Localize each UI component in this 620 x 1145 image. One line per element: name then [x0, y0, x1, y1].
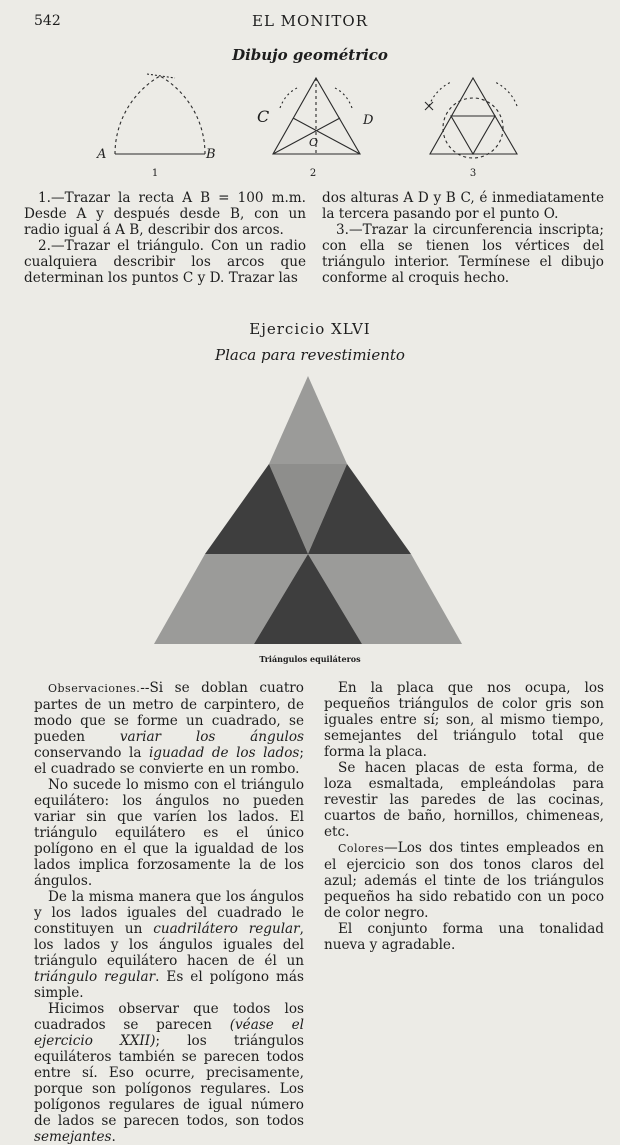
plate-top-light — [269, 376, 347, 464]
figure-caption-2: 2 — [309, 168, 317, 179]
paragraph: 1.—Trazar la recta A B = 100 m.m. Desde A y después desde B, con un radio igual á A B, describir dos arcos. — [24, 190, 306, 238]
label-a: A — [97, 147, 107, 162]
arc-from-b — [160, 76, 205, 154]
arc-mark — [147, 74, 175, 78]
inner-triangle — [451, 116, 495, 154]
paragraph: Se hacen placas de esta forma, de loza esmaltada, empleándolas para revestir las paredes de las cocinas, cuartos de baño, hornillos, chimeneas, etc. — [324, 760, 604, 840]
arc-from-a — [115, 76, 160, 154]
plate-title: Placa para revestimiento — [215, 346, 405, 364]
instructions-right-column — [322, 190, 604, 286]
arc-c — [280, 88, 297, 108]
colors-label: Colores — [338, 842, 385, 855]
paragraph: Hicimos observar que todos los cuadrados se parecen (véase el ejercicio XXII); los triángulos equiláteros también se parecen todos entre sí. Eso ocurre, precisamente, porque son polígonos regulares. Los polígonos regulares de igual número de lados se parecen todos, son todos semejantes. — [34, 1001, 304, 1145]
arc-right-3 — [495, 82, 517, 106]
exercise-title: Ejercicio XLVI — [249, 320, 371, 338]
construction-figures — [85, 66, 535, 184]
label-c: C — [257, 107, 270, 126]
inscribed-circle — [443, 98, 503, 158]
paragraph: No sucede lo mismo con el triángulo equilátero: los ángulos no pueden variar sin que varíen los lados. El triángulo equilátero es el único polígono en el que la igualdad de los lados implica forzosamente la de los ángulos. — [34, 777, 304, 889]
figure-caption-3: 3 — [469, 168, 477, 179]
triangle-plate — [150, 374, 466, 646]
label-d: D — [363, 113, 374, 128]
paragraph: Colores—Los dos tintes empleados en el ejercicio son dos tonos claros del azul; además el tinte de los triángulos pequeños ha sido rebatido con un poco de color negro. — [324, 840, 604, 921]
plate-caption: Triángulos equiláteros — [259, 654, 361, 664]
paragraph: 2.—Trazar el triángulo. Con un radio cualquiera describir los arcos que determinan los puntos C y D. Trazar las — [24, 238, 306, 286]
running-head: EL MONITOR — [252, 12, 368, 30]
observations-right-column — [324, 680, 604, 953]
paragraph: El conjunto forma una tonalidad nueva y agradable. — [324, 921, 604, 953]
section-title: Dibujo geométrico — [232, 46, 388, 64]
paragraph: En la placa que nos ocupa, los pequeños triángulos de color gris son iguales entre sí; son, al mismo tiempo, semejantes del triángulo total que forma la placa. — [324, 680, 604, 760]
page-number: 542 — [34, 13, 61, 29]
paragraph-continued: dos alturas A D y B C, é inmediatamente la tercera pasando por el punto O. — [322, 190, 604, 222]
paragraph: De la misma manera que los ángulos y los lados iguales del cuadrado le constituyen un cuadrilátero regular, los lados y los ángulos iguales del triángulo equilátero hacen de él un triángulo regular. Es el polígono más simple. — [34, 889, 304, 1001]
paragraph: 3.—Trazar la circunferencia inscripta; con ella se tienen los vértices del triángulo interior. Termínese el dibujo conforme al croquis hecho. — [322, 222, 604, 286]
observations-left-column — [34, 680, 304, 1145]
paragraph: Observaciones.--Si se doblan cuatro partes de un metro de carpintero, de modo que se forme un cuadrado, se pueden variar los ángulos conservando la iguadad de los lados; el cuadrado se convierte en un rombo. — [34, 680, 304, 777]
figure-caption-1: 1 — [151, 168, 159, 179]
label-b: B — [206, 147, 216, 162]
arc-d — [335, 88, 352, 108]
instructions-left-column — [24, 190, 306, 286]
label-o: O — [309, 136, 319, 149]
observations-label: Observaciones. — [48, 682, 141, 695]
